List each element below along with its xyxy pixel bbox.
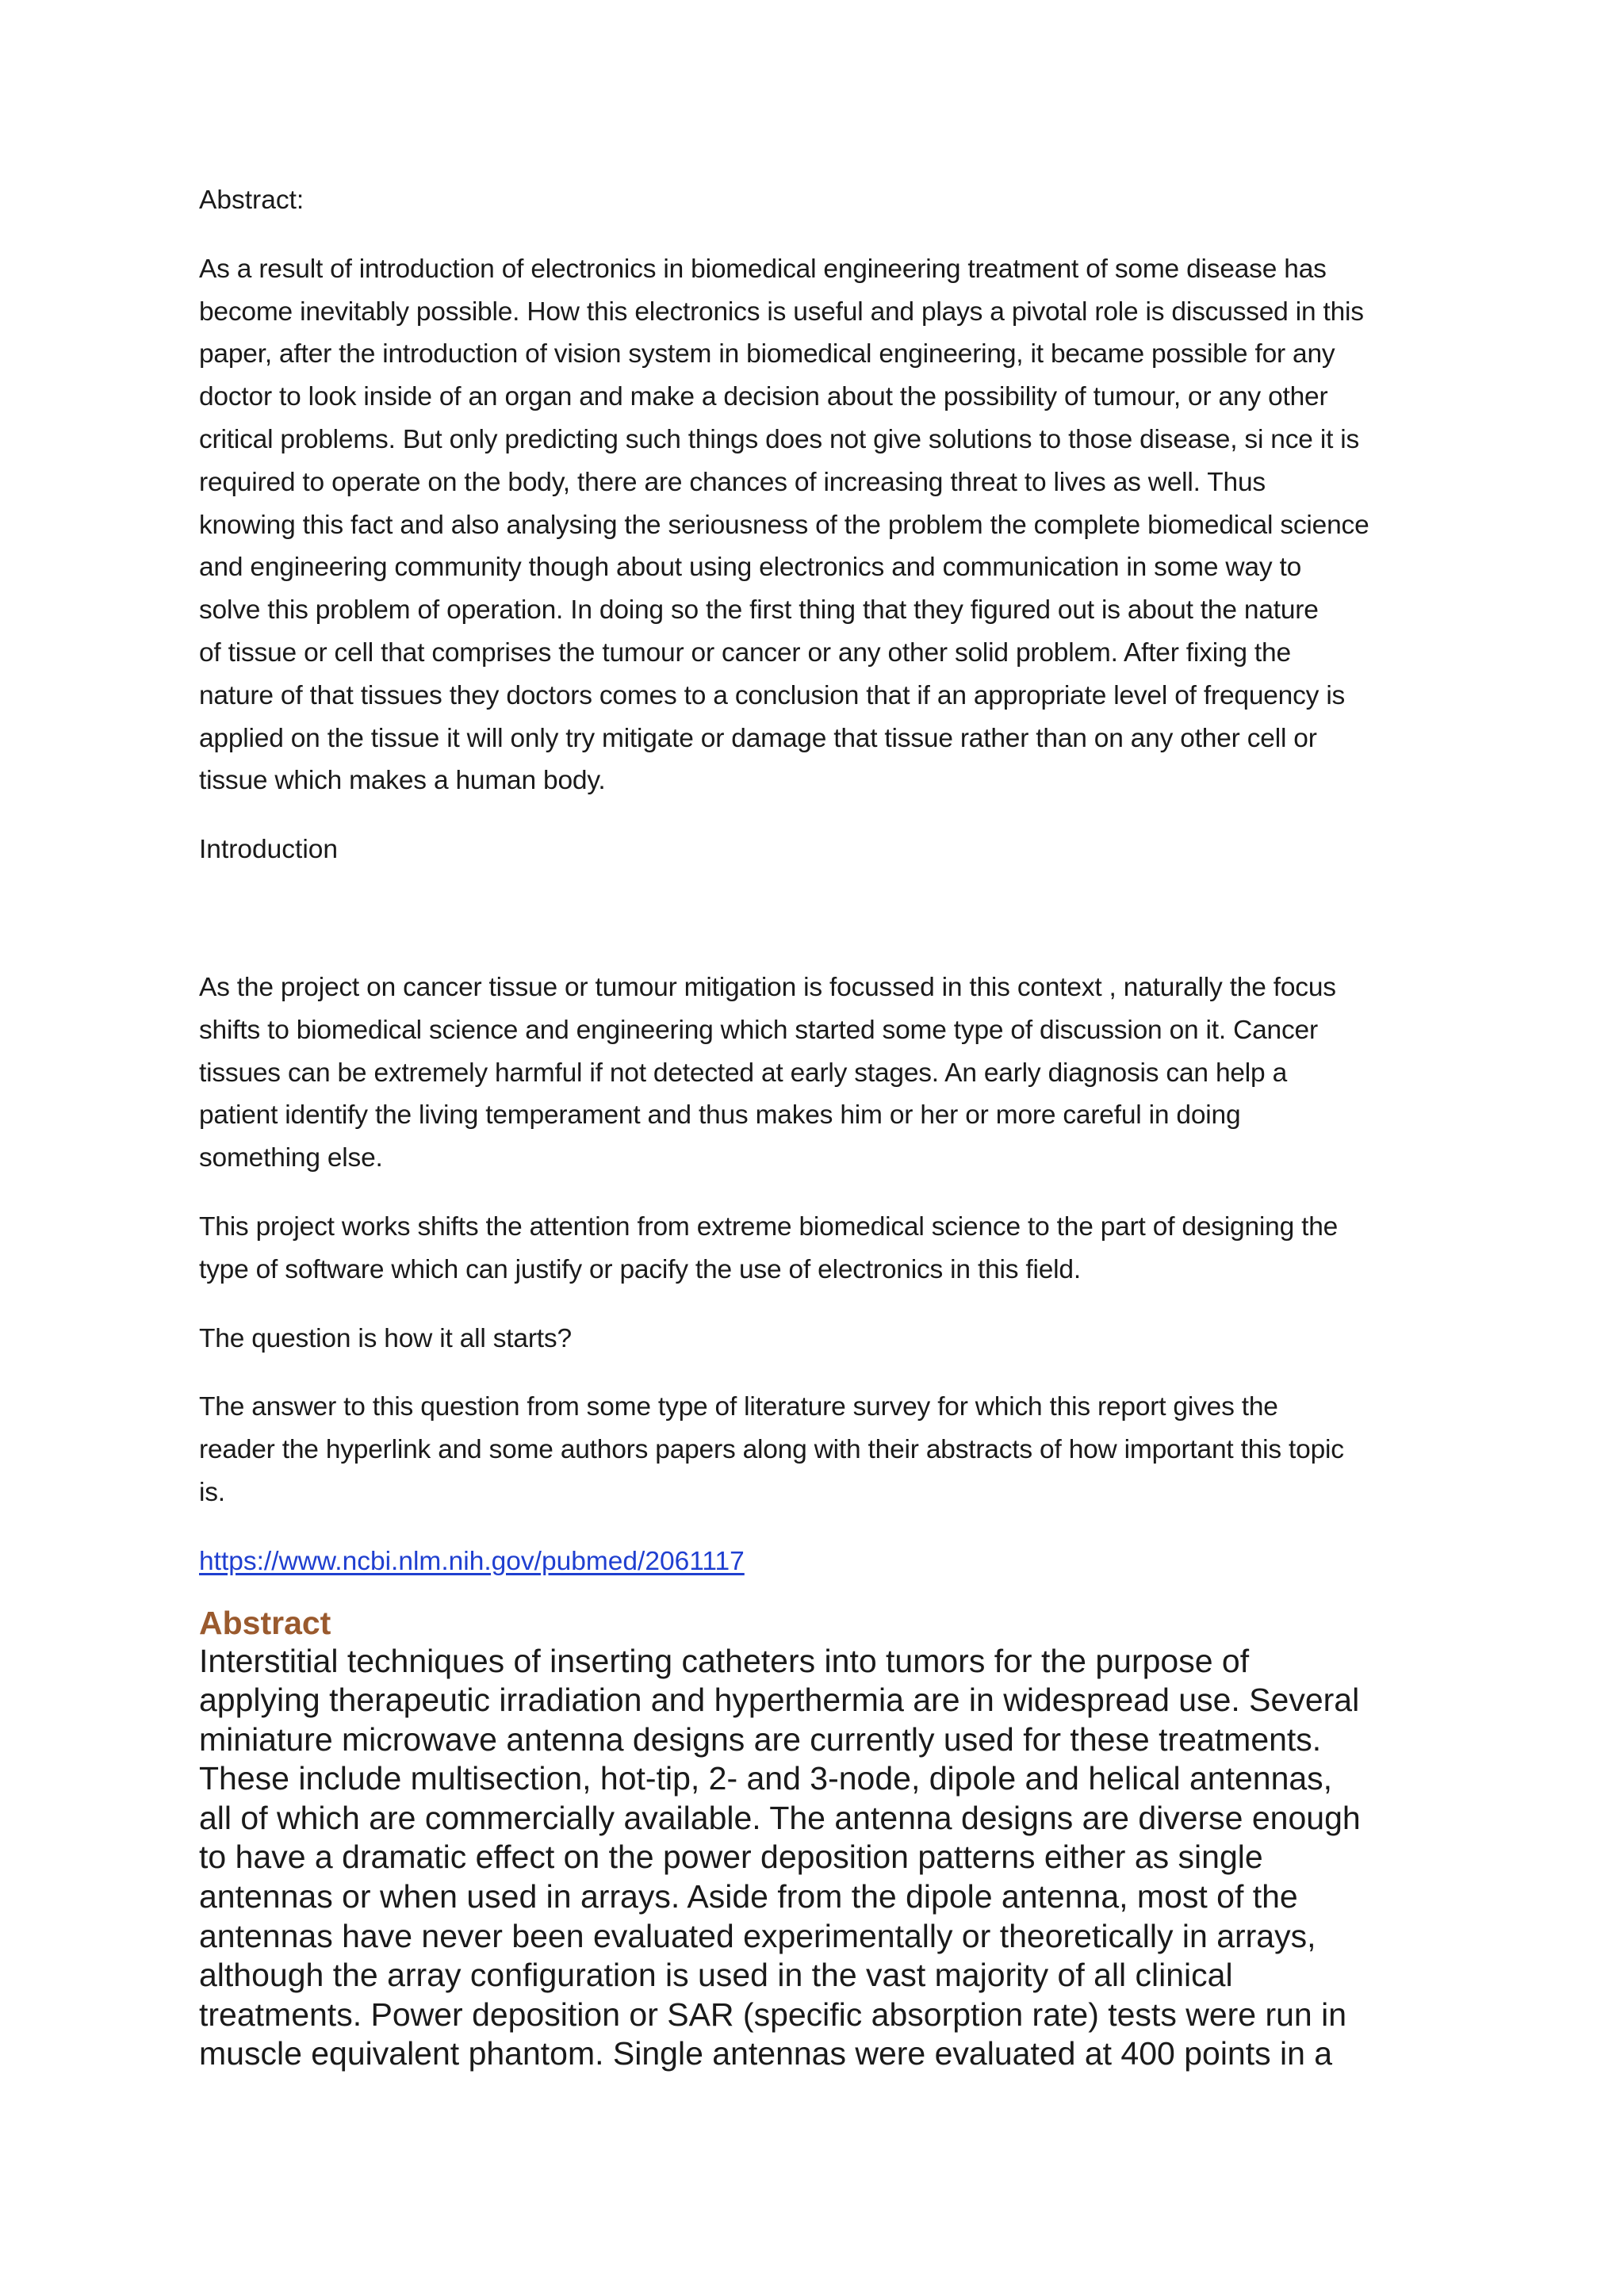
cited-abstract-line: treatments. Power deposition or SAR (specific absorption rate) tests were run in — [199, 1996, 1347, 2033]
abstract-line: doctor to look inside of an organ and make a decision about the possibility of tumour, or any other — [199, 382, 1328, 412]
intro-line: As the project on cancer tissue or tumour mitigation is focussed in this context , naturally the focus — [199, 972, 1336, 1002]
cited-abstract-heading: Abstract — [199, 1604, 331, 1641]
abstract-paragraph — [199, 248, 1452, 802]
cited-abstract-line: all of which are commercially available. The antenna designs are diverse enough — [199, 1799, 1361, 1836]
abstract-line: applied on the tissue it will only try mitigate or damage that tissue rather than on any other cell or — [199, 723, 1317, 753]
intro-line: patient identify the living temperament and thus makes him or her or more careful in doing — [199, 1100, 1241, 1131]
intro-line: tissues can be extremely harmful if not detected at early stages. An early diagnosis can help a — [199, 1058, 1288, 1088]
intro-line: type of software which can justify or pacify the use of electronics in this field. — [199, 1254, 1081, 1284]
cited-abstract-line: These include multisection, hot-tip, 2- and 3-node, dipole and helical antennas, — [199, 1760, 1333, 1797]
abstract-line: As a result of introduction of electronics in biomedical engineering treatment of some disease has — [199, 254, 1327, 284]
abstract-line: nature of that tissues they doctors comes to a conclusion that if an appropriate level of frequency is — [199, 680, 1346, 710]
cited-abstract-line: to have a dramatic effect on the power deposition patterns either as single — [199, 1839, 1263, 1876]
cited-abstract-line: Interstitial techniques of inserting catheters into tumors for the purpose of — [199, 1642, 1250, 1679]
cited-abstract-line: antennas or when used in arrays. Aside from the dipole antenna, most of the — [199, 1878, 1298, 1915]
intro-paragraph-2 — [199, 1206, 1452, 1292]
intro-paragraph-1 — [199, 966, 1452, 1180]
cited-abstract-paragraph — [199, 1642, 1452, 2075]
abstract-line: solve this problem of operation. In doing so the first thing that they figured out is about the nature — [199, 595, 1319, 626]
abstract-line: paper, after the introduction of vision system in biomedical engineering, it became possible for any — [199, 339, 1335, 369]
cited-abstract-line: applying therapeutic irradiation and hyperthermia are in widespread use. Several — [199, 1682, 1360, 1719]
intro-line: This project works shifts the attention from extreme biomedical science to the part of designing the — [199, 1211, 1339, 1242]
abstract-line: become inevitably possible. How this electronics is useful and plays a pivotal role is discussed in this — [199, 297, 1364, 327]
cited-abstract-line: miniature microwave antenna designs are currently used for these treatments. — [199, 1720, 1322, 1758]
abstract-line: of tissue or cell that comprises the tumour or cancer or any other solid problem. After fixing the — [199, 637, 1291, 668]
answer-line: reader the hyperlink and some authors papers along with their abstracts of how important this topic — [199, 1435, 1344, 1465]
abstract-label: Abstract: — [199, 186, 304, 215]
document-body — [199, 179, 1452, 2074]
abstract-line: tissue which makes a human body. — [199, 766, 606, 796]
abstract-line: required to operate on the body, there are chances of increasing threat to lives as well. Thus — [199, 467, 1266, 497]
answer-line: The answer to this question from some type of literature survey for which this report gives the — [199, 1392, 1278, 1422]
intro-line: something else. — [199, 1143, 383, 1173]
abstract-line: critical problems. But only predicting such things does not give solutions to those disease, si nce it is — [199, 424, 1360, 454]
question-line: The question is how it all starts? — [199, 1323, 572, 1353]
cited-abstract-line: although the array configuration is used in the vast majority of all clinical — [199, 1957, 1233, 1994]
cited-abstract-line: muscle equivalent phantom. Single antennas were evaluated at 400 points in a — [199, 2035, 1333, 2072]
answer-line: is. — [199, 1477, 225, 1507]
pubmed-link[interactable]: https://www.ncbi.nlm.nih.gov/pubmed/2061117 — [199, 1546, 745, 1576]
intro-line: shifts to biomedical science and engineering which started some type of discussion on it. Cancer — [199, 1015, 1318, 1045]
abstract-line: and engineering community though about using electronics and communication in some way to — [199, 553, 1302, 583]
answer-paragraph — [199, 1386, 1452, 1513]
abstract-line: knowing this fact and also analysing the seriousness of the problem the complete biomedical science — [199, 510, 1369, 540]
cited-abstract-line: antennas have never been evaluated experimentally or theoretically in arrays, — [199, 1917, 1316, 1954]
introduction-heading: Introduction — [199, 835, 339, 865]
